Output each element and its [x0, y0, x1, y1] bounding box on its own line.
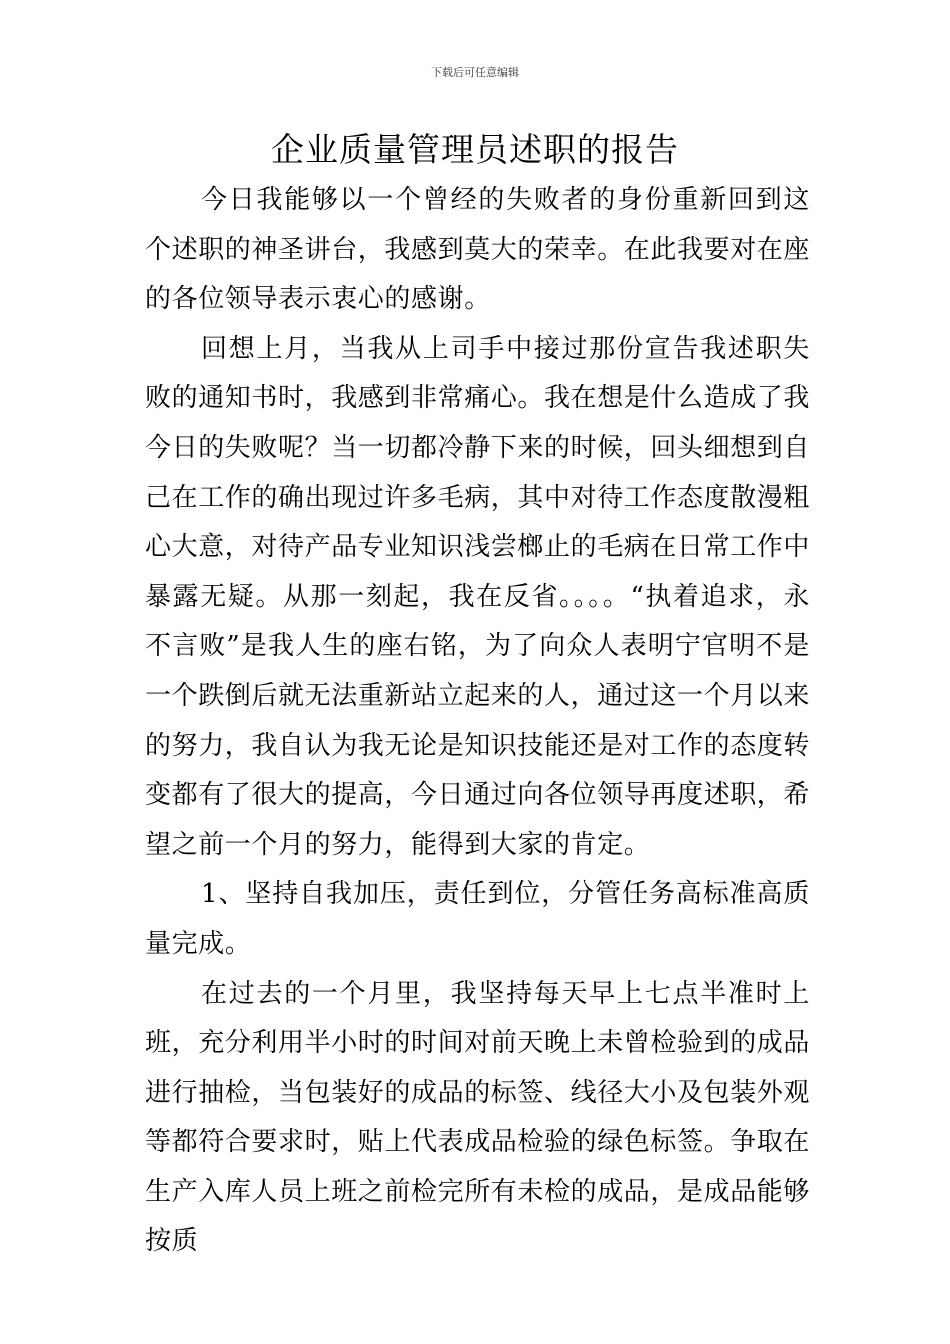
document-body: [145, 176, 810, 1267]
paragraph-2: 回想上月，当我从上司手中接过那份宣告我述职失败的通知书时，我感到非常痛心。我在想是什么造成了我今日的失败呢？当一切都冷静下来的时候，回头细想到自己在工作的确出现过许多毛病，其中对待工作态度散漫粗心大意，对待产品专业知识浅尝榔止的毛病在日常工作中暴露无疑。从那一刻起，我在反省。。。。“执着追求，永不言败”是我人生的座右铭，为了向众人表明宁官明不是一个跌倒后就无法重新站立起来的人，通过这一个月以来的努力，我自认为我无论是知识技能还是对工作的态度转变都有了很大的提高，今日通过向各位领导再度述职，希望之前一个月的努力，能得到大家的肯定。: [145, 333, 811, 860]
paragraph-1: 今日我能够以一个曾经的失败者的身份重新回到这个述职的神圣讲台，我感到莫大的荣幸。在此我要对在座的各位领导表示衷心的感谢。: [145, 185, 811, 315]
header-note: 下载后可任意编辑: [431, 66, 519, 79]
paragraph-4: 在过去的一个月里，我坚持每天早上七点半准时上班，充分利用半小时的时间对前天晚上未曾检验到的成品进行抽检，当包装好的成品的标签、线径大小及包装外观等都符合要求时，贴上代表成品检验的绿色标签。争取在生产入库人员上班之前检完所有未检的成品，是成品能够按质: [145, 978, 811, 1257]
document-title: 企业质量管理员述职的报告: [271, 130, 679, 169]
paragraph-3: 1、坚持自我加压，责任到位，分管任务高标准高质量完成。: [145, 879, 810, 959]
